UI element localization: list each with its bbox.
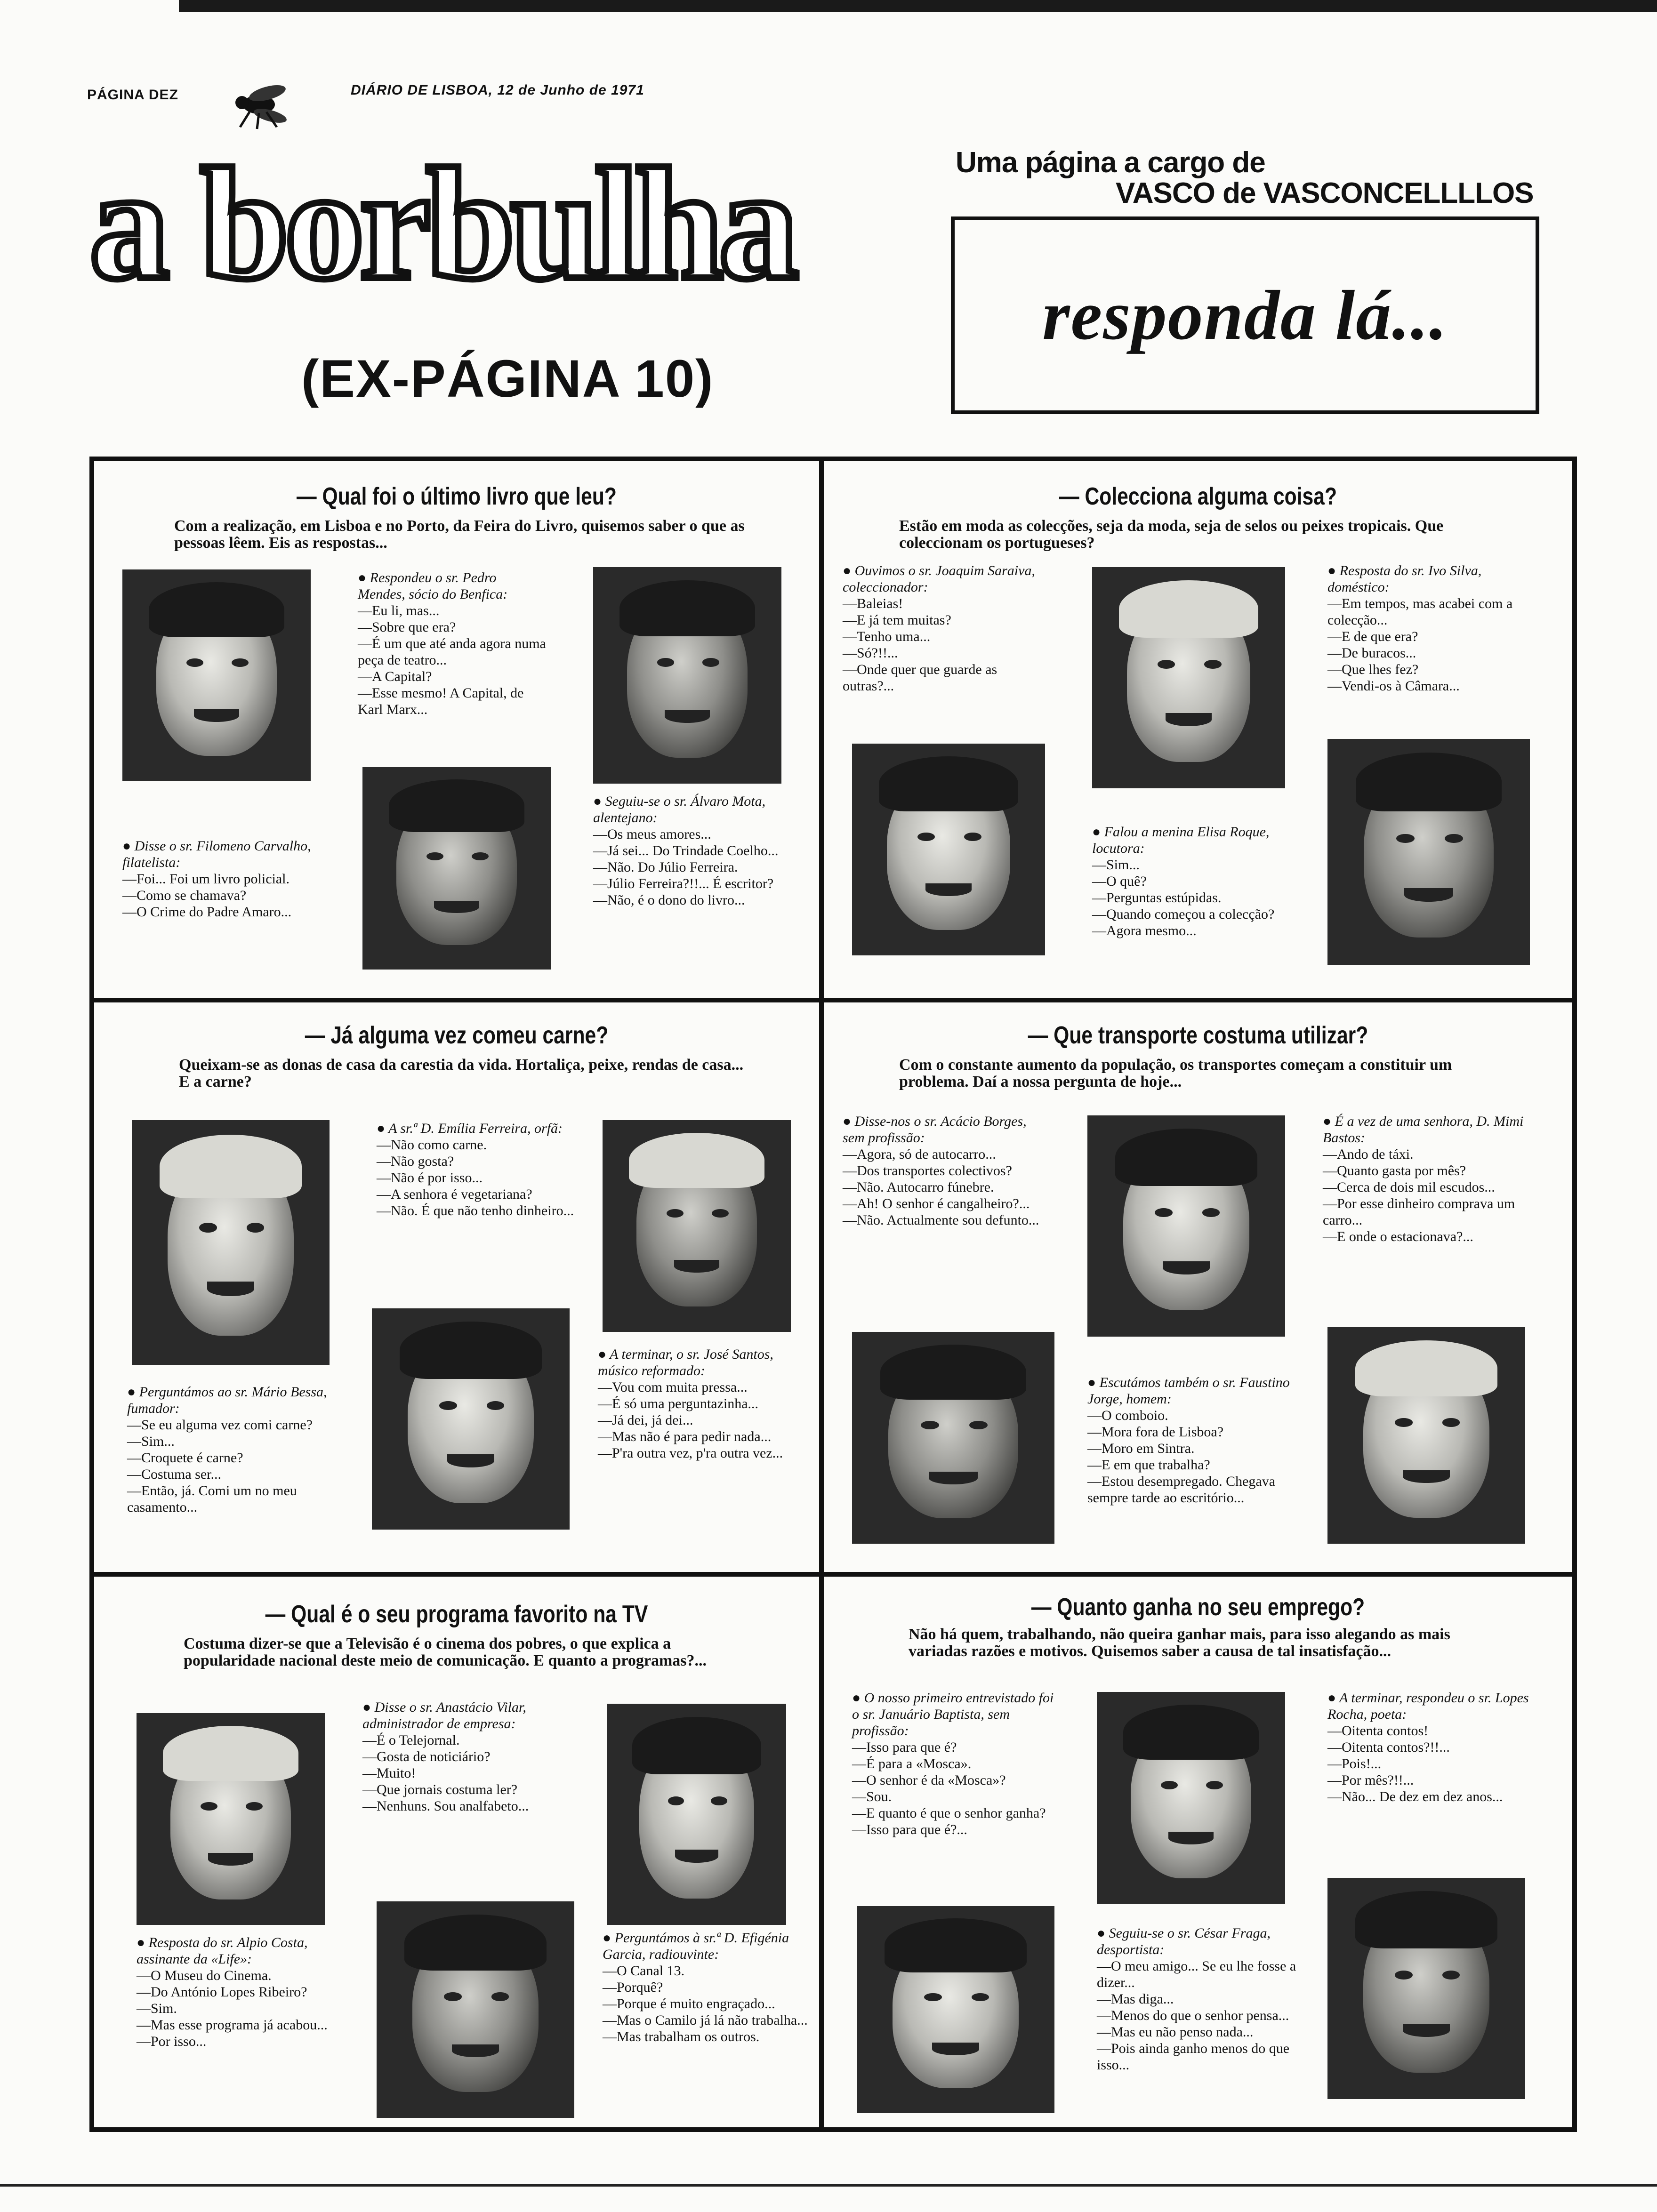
answer-text: ● Disse o sr. Anastácio Vilar, administrador de empresa: —É o Telejornal. —Gosta de noticiário? —Muito! —Que jornais costuma ler? —Nenhuns. Sou analfabeto... (362, 1699, 529, 1814)
photo-portrait (603, 1120, 791, 1332)
answer-text: ● Resposta do sr. Ivo Silva, doméstico: —Em tempos, mas acabei com a colecção... —E de que era? —De buracos... —Que lhes fez? —Vendi-os à Câmara... (1327, 563, 1513, 694)
answer-text: ● Resposta do sr. Alpio Costa, assinante da «Life»: —O Museu do Cinema. —Do António Lopes Ribeiro? —Sim. —Mas esse programa já acabou... —Por isso... (137, 1935, 328, 2049)
panel-programa-tv (94, 1577, 819, 2127)
grid-divider-vertical (819, 457, 824, 2132)
answer-text: ● A sr.ª D. Emília Ferreira, orfã: —Não como carne. —Não gosta? —Não é por isso... —A senhora é vegetariana? —Não. É que não tenho dinheiro... (377, 1121, 574, 1218)
photo-portrait (607, 1704, 786, 1925)
answer-text: ● Falou a menina Elisa Roque, locutora: —Sim... —O quê? —Perguntas estúpidas. —Quando começou a colecção? —Agora mesmo... (1092, 824, 1275, 938)
answer-text: ● Disse o sr. Filomeno Carvalho, filatelista: —Foi... Foi um livro policial. —Como se chamava? —O Crime do Padre Amaro... (122, 838, 311, 920)
photo-portrait (362, 767, 551, 970)
panel-title: — Já alguma vez comeu carne? (305, 1022, 609, 1049)
photo-portrait (132, 1120, 330, 1365)
panel-intro: Costuma dizer-se que a Televisão é o cinema dos pobres, o que explica a popularidade nacional deste meio de comunicação. E quanto a programas?... (184, 1635, 707, 1669)
photo-portrait (137, 1713, 325, 1925)
panel-intro: Não há quem, trabalhando, não queira ganhar mais, para isso alegando as mais variadas razões e motivos. Quisemos saber a causa de tal insatisfação... (909, 1626, 1450, 1660)
fly-icon (221, 75, 297, 132)
panel-title: — Qual foi o último livro que leu? (297, 483, 617, 510)
panel-ultimo-livro (94, 461, 819, 998)
photo-portrait (372, 1308, 570, 1530)
panel-intro: Queixam-se as donas de casa da carestia da vida. Hortaliça, peixe, rendas de casa... E a carne? (179, 1056, 744, 1090)
panel-intro: Com a realização, em Lisboa e no Porto, da Feira do Livro, quisemos saber o que as pessoas lêem. Eis as respostas... (174, 517, 745, 552)
page-label: PÁGINA DEZ (87, 87, 178, 103)
panel-intro: Estão em moda as colecções, seja da moda, seja de selos ou peixes tropicais. Que coleccionam os portugueses? (899, 517, 1444, 552)
top-edge-smudge (179, 0, 1657, 12)
panel-title: — Qual é o seu programa favorito na TV (265, 1601, 648, 1628)
byline-line2: VASCO de VASCONCELLLLOS (1116, 177, 1534, 209)
newspaper-date: DIÁRIO DE LISBOA, 12 de Junho de 1971 (351, 82, 644, 98)
photo-portrait (1327, 739, 1530, 965)
panel-title: — Colecciona alguma coisa? (1059, 483, 1337, 510)
answer-text: ● Ouvimos o sr. Joaquim Saraiva, coleccionador: —Baleias! —E já tem muitas? —Tenho uma... —Só?!!... —Onde quer que guarde as outras?... (843, 563, 1035, 694)
photo-portrait (852, 744, 1045, 955)
answer-text: ● Respondeu o sr. Pedro Mendes, sócio do Benfica: —Eu li, mas... —Sobre que era? —É um que até anda agora numa peça de teatro... —A Capital? —Esse mesmo! A Capital, de Karl Marx... (358, 570, 546, 717)
section-title-box (951, 216, 1539, 414)
panel-quanto-ganha (824, 1577, 1572, 2127)
photo-portrait (1327, 1878, 1525, 2099)
answer-text: ● Perguntámos à sr.ª D. Efigénia Garcia, radiouvinte: —O Canal 13. —Porquê? —Porque é muito engraçado... —Mas o Camilo já lá não trabalha... —Mas trabalham os outros. (603, 1930, 808, 2044)
grid-divider-horizontal-1 (89, 998, 1577, 1002)
answer-text: ● A terminar, respondeu o sr. Lopes Rocha, poeta: —Oitenta contos! —Oitenta contos?!!... —Pois!... —Por mês?!!... —Não... De dez em dez anos... (1327, 1690, 1529, 1804)
answer-text: ● Escutámos também o sr. Faustino Jorge, homem: —O comboio. —Mora fora de Lisboa? —Moro em Sintra. —E em que trabalha? —Estou desempregado. Chegava sempre tarde ao escritório... (1087, 1375, 1290, 1506)
panel-title: — Quanto ganha no seu emprego? (1031, 1594, 1365, 1621)
panel-title: — Que transporte costuma utilizar? (1028, 1022, 1368, 1049)
photo-portrait (1092, 567, 1285, 788)
photo-portrait (1327, 1327, 1525, 1544)
byline-line1: Uma página a cargo de (956, 146, 1265, 179)
bottom-rule (0, 2184, 1657, 2187)
photo-portrait (377, 1901, 574, 2118)
answer-text: ● Perguntámos ao sr. Mário Bessa, fumador: —Se eu alguma vez comi carne? —Sim... —Croquete é carne? —Costuma ser... —Então, já. Comi um no meu casamento... (127, 1384, 327, 1515)
photo-portrait (1087, 1115, 1285, 1337)
panel-intro: Com o constante aumento da população, os transportes começam a constituir um problema. Daí a nossa pergunta de hoje... (899, 1056, 1452, 1090)
answer-text: ● Seguiu-se o sr. Álvaro Mota, alentejano: —Os meus amores... —Já sei... Do Trindade Coelho... —Não. Do Júlio Ferreira. —Júlio Ferreira?!!... É escritor? —Não, é o dono do livro... (593, 793, 779, 908)
answer-text: ● Disse-nos o sr. Acácio Borges, sem profissão: —Agora, só de autocarro... —Dos transportes colectivos? —Não. Autocarro fúnebre. —Ah! O senhor é cangalheiro?... —Não. Actualmente sou defunto... (843, 1114, 1039, 1228)
photo-portrait (1097, 1692, 1285, 1904)
answer-text: ● A terminar, o sr. José Santos, músico reformado: —Vou com muita pressa... —É só uma perguntazinha... —Já dei, já dei... —Mas não é para pedir nada... —P'ra outra vez, p'ra outra vez... (598, 1346, 783, 1461)
photo-portrait (593, 567, 781, 784)
panel-transporte (824, 1002, 1572, 1572)
photo-portrait (122, 569, 311, 781)
grid-divider-horizontal-2 (89, 1572, 1577, 1577)
photo-portrait (857, 1906, 1054, 2113)
ex-pagina-subtitle: (EX-PÁGINA 10) (301, 349, 714, 408)
answer-text: ● É a vez de uma senhora, D. Mimi Bastos: —Ando de táxi. —Quanto gasta por mês? —Cerca de dois mil escudos... —Por esse dinheiro comprava um carro... —E onde o estacionava?... (1323, 1114, 1524, 1244)
panel-comeu-carne (94, 1002, 819, 1572)
answer-text: ● O nosso primeiro entrevistado foi o sr. Januário Baptista, sem profissão: —Isso para que é? —É para a «Mosca». —O senhor é da «Mosca»? —Sou. —E quanto é que o senhor ganha? —Isso para que é?... (852, 1690, 1054, 1837)
answer-text: ● Seguiu-se o sr. César Fraga, desportista: —O meu amigo... Se eu lhe fosse a dizer... —Mas diga... —Menos do que o senhor pensa... —Mas eu não penso nada... —Pois ainda ganho menos do que isso... (1097, 1925, 1296, 2073)
masthead-title: a borbulha (89, 155, 794, 297)
panel-colecciona (824, 461, 1572, 998)
section-title: responda lá... (1042, 276, 1448, 354)
photo-portrait (852, 1332, 1054, 1544)
masthead-logo (89, 155, 880, 297)
